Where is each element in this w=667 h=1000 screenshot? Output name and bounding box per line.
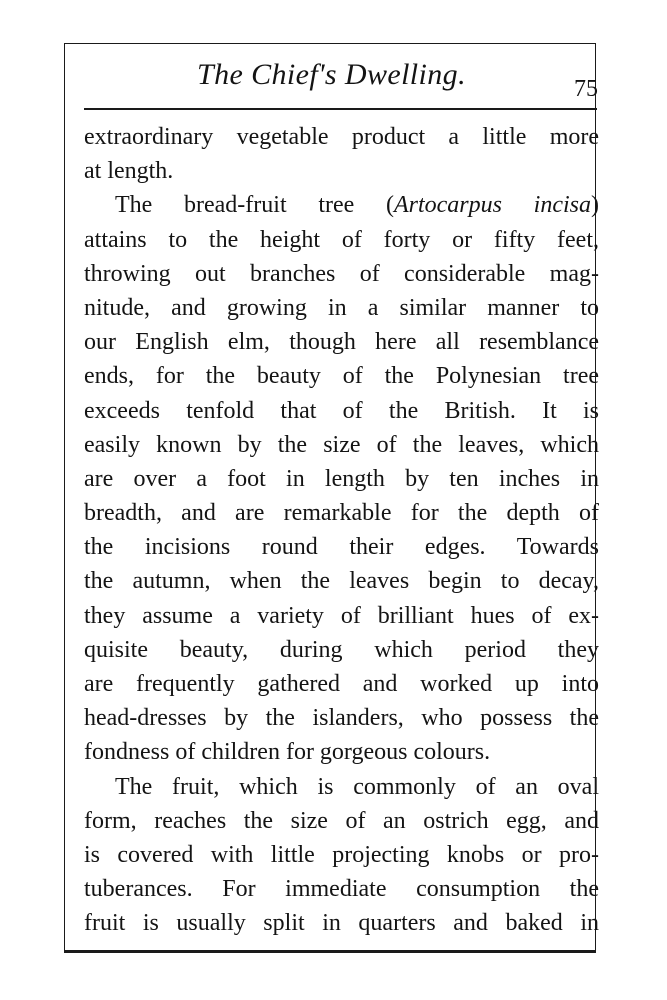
running-head [84,58,596,108]
text-line: tuberances. For immediate consumption the [84,876,599,903]
text-line: throwing out branches of considerable mag- [84,260,599,287]
species-name: Artocarpus incisa [393,192,591,219]
text-line: ends, for the beauty of the Polynesian tree [84,363,599,390]
text-span: The bread-fruit tree ( [115,192,394,219]
text-line: the incisions round their edges. Towards [84,534,599,561]
text-line: breadth, and are remarkable for the depth of [84,500,599,527]
text-line-paragraph-start: The fruit, which is commonly of an oval [115,773,599,800]
text-line-paragraph-start [84,188,599,222]
text-line: head-dresses by the islanders, who possess the [84,705,599,732]
text-line: is covered with little projecting knobs or pro- [84,841,599,868]
text-line: are frequently gathered and worked up into [84,671,599,697]
header-rule [84,108,597,110]
body-text [84,120,599,941]
text-line: extraordinary vegetable product a little more [84,124,599,150]
text-line: exceeds tenfold that of the British. It is [84,397,599,424]
text-line: our English elm, though here all resemblance [84,329,599,356]
running-title: The Chief's Dwelling. [197,58,466,91]
text-line: fondness of children for gorgeous colours. [84,739,491,766]
text-span: ) [591,192,599,219]
text-line: are over a foot in length by ten inches in [84,465,599,492]
text-line: easily known by the size of the leaves, which [84,431,599,458]
text-line: fruit is usually split in quarters and baked in [84,910,599,937]
text-line: attains to the height of forty or fifty feet, [84,226,599,253]
text-line: form, reaches the size of an ostrich egg, and [84,807,599,834]
text-line: at length. [84,158,174,185]
text-line: they assume a variety of brilliant hues of ex- [84,602,599,629]
page-number: 75 [574,76,598,102]
text-line: nitude, and growing in a similar manner to [84,294,599,321]
text-line: quisite beauty, during which period they [84,636,599,663]
text-line: the autumn, when the leaves begin to decay, [84,568,599,595]
